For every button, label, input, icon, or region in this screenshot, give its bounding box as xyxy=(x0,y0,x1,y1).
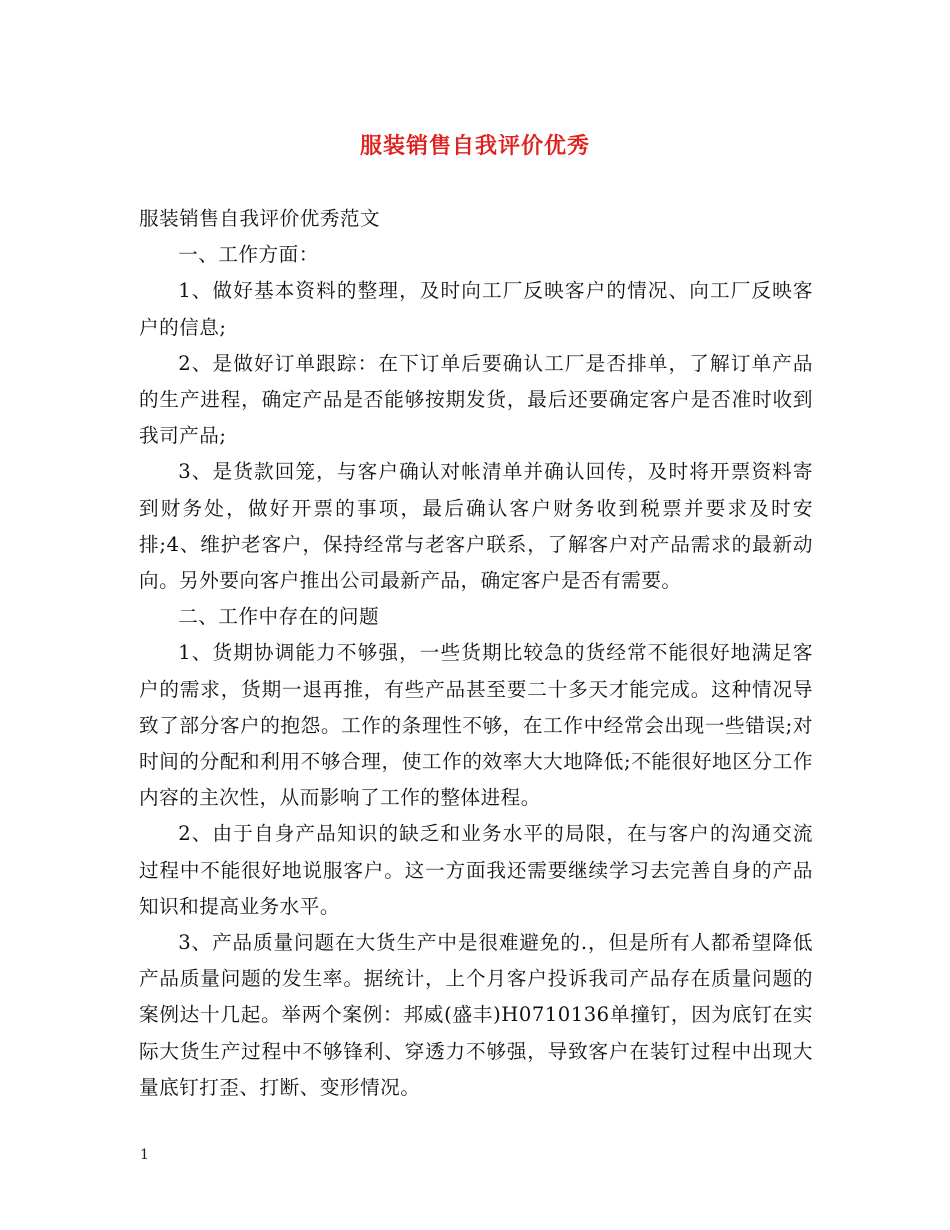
paragraph-problem-3: 3、产品质量问题在大货生产中是很难避免的.，但是所有人都希望降低产品质量问题的发生率。据统计，上个月客户投诉我司产品存在质量问题的案例达十几起。举两个案例：邦威(盛丰)H0710136单撞钉，因为底钉在实际大货生产过程中不够锋利、穿透力不够强，导致客户在装钉过程中出现大量底钉打歪、打断、变形情况。 xyxy=(139,931,813,1099)
document-body xyxy=(139,201,813,1106)
paragraph-item-1: 1、做好基本资料的整理，及时向工厂反映客户的情况、向工厂反映客户的信息; xyxy=(139,279,813,339)
paragraph-item-2: 2、是做好订单跟踪：在下订单后要确认工厂是否排单，了解订单产品的生产进程，确定产品是否能够按期发货，最后还要确定客户是否准时收到我司产品; xyxy=(139,351,813,448)
paragraph-subtitle: 服装销售自我评价优秀范文 xyxy=(139,207,381,230)
paragraph-item-3: 3、是货款回笼，与客户确认对帐清单并确认回传，及时将开票资料寄到财务处，做好开票的事项，最后确认客户财务收到税票并要求及时安排;4、维护老客户，保持经常与老客户联系，了解客户对产品需求的最新动向。另外要向客户推出公司最新产品，确定客户是否有需要。 xyxy=(139,460,813,593)
paragraph-problem-1: 1、货期协调能力不够强，一些货期比较急的货经常不能很好地满足客户的需求，货期一退再推，有些产品甚至要二十多天才能完成。这种情况导致了部分客户的抱怨。工作的条理性不够，在工作中经常会出现一些错误;对时间的分配和利用不够合理，使工作的效率大大地降低;不能很好地区分工作内容的主次性，从而影响了工作的整体进程。 xyxy=(139,641,813,810)
paragraph-problem-2: 2、由于自身产品知识的缺乏和业务水平的局限，在与客户的沟通交流过程中不能很好地说服客户。这一方面我还需要继续学习去完善自身的产品知识和提高业务水平。 xyxy=(139,822,813,918)
page-number: 1 xyxy=(140,1147,149,1163)
document-title: 服装销售自我评价优秀 xyxy=(359,133,590,159)
paragraph-section-1-heading: 一、工作方面： xyxy=(178,243,319,267)
paragraph-section-2-heading: 二、工作中存在的问题 xyxy=(178,605,380,629)
